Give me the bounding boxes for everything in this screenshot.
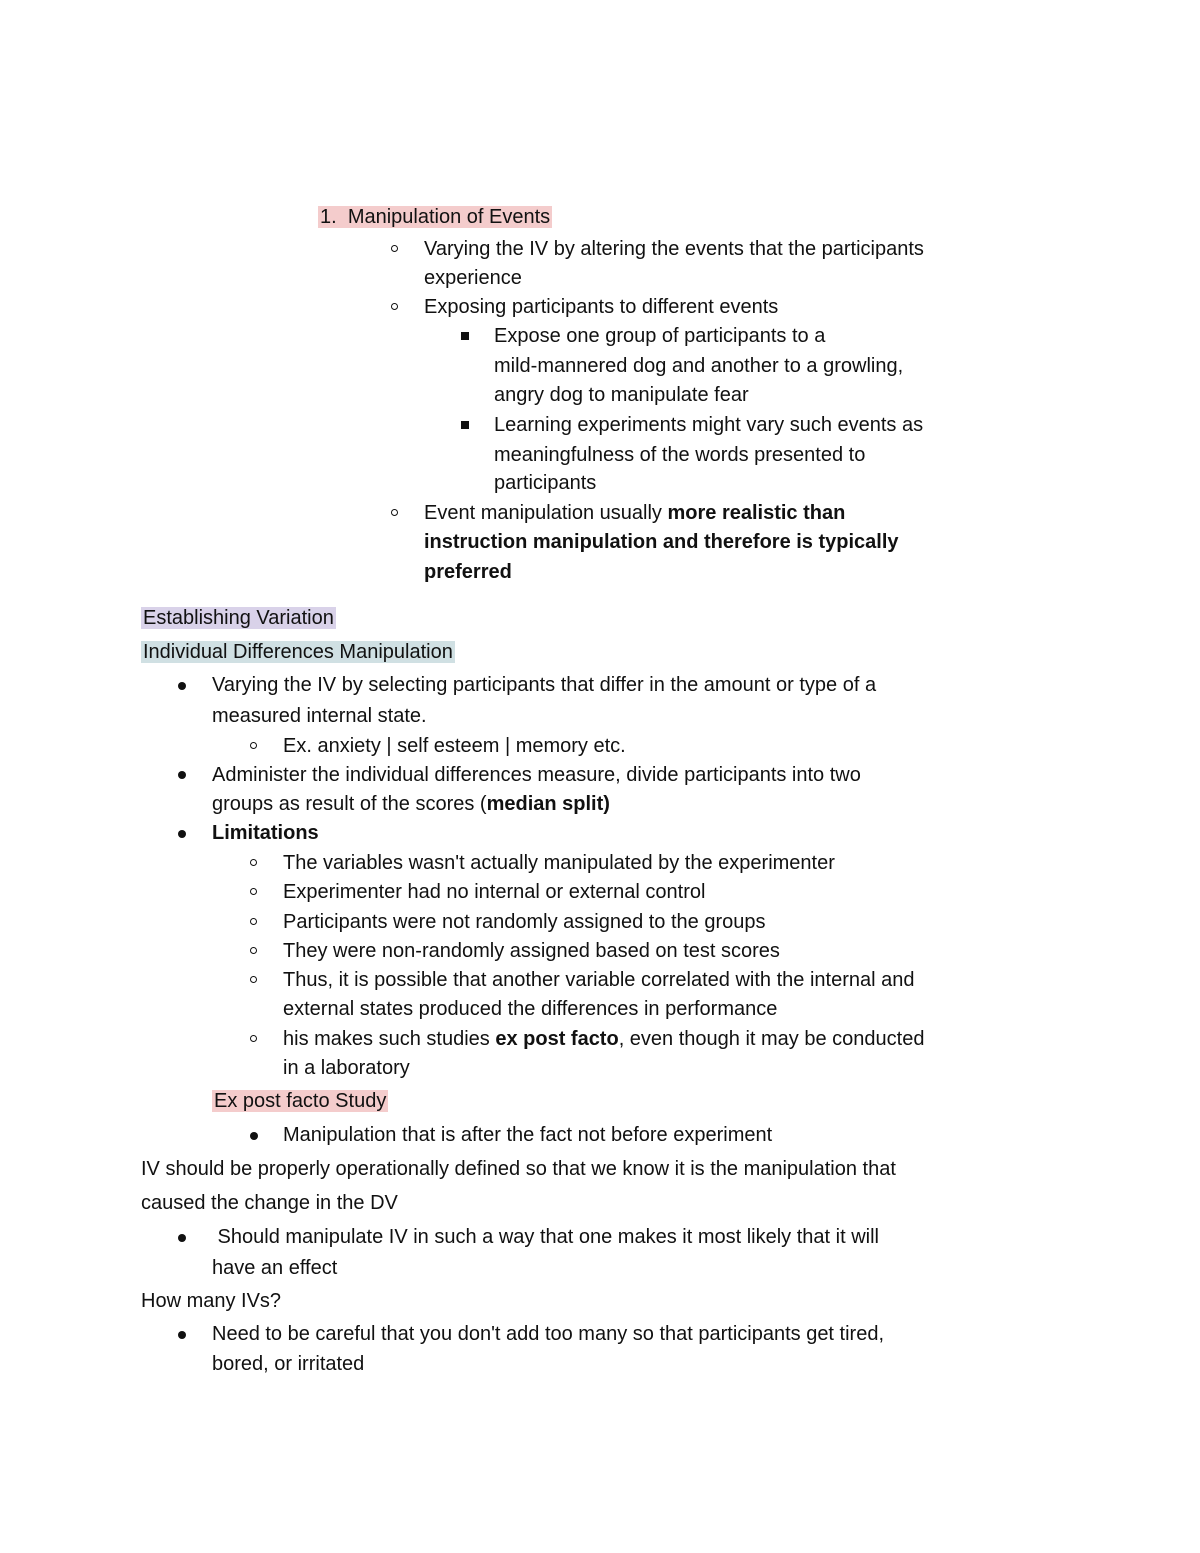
list-item: have an effect	[212, 1257, 338, 1279]
list-item: The variables wasn't actually manipulated by the experimenter	[283, 852, 835, 874]
numbered-heading	[318, 202, 552, 232]
list-item: Varying the IV by altering the events that the participants	[424, 238, 924, 260]
list-item: Participants were not randomly assigned to the groups	[283, 911, 766, 933]
list-number: 1.	[320, 206, 337, 228]
circle-bullet-icon	[250, 947, 257, 954]
circle-bullet-icon	[250, 742, 257, 749]
heading-text: Ex post facto Study	[214, 1090, 387, 1112]
bold-text: more realistic than	[667, 502, 846, 524]
list-item: Administer the individual differences measure, divide participants into two	[212, 764, 861, 786]
list-item: They were non-randomly assigned based on test scores	[283, 940, 780, 962]
list-item: meaningfulness of the words presented to	[494, 444, 866, 466]
bold-text: ex post facto	[495, 1028, 619, 1050]
circle-bullet-icon	[391, 509, 398, 516]
plain-text: groups as result of the scores (	[212, 793, 487, 815]
circle-bullet-icon	[391, 303, 398, 310]
bold-text: median split)	[486, 793, 610, 815]
disc-bullet-icon	[250, 1132, 258, 1140]
list-item: participants	[494, 472, 597, 494]
list-item-limitations: Limitations	[212, 822, 319, 844]
list-item: Thus, it is possible that another variable correlated with the internal and	[283, 969, 915, 991]
list-item	[283, 1024, 924, 1054]
disc-bullet-icon	[178, 830, 186, 838]
disc-bullet-icon	[178, 1331, 186, 1339]
circle-bullet-icon	[250, 1035, 257, 1042]
list-item	[212, 789, 610, 819]
heading-individual-differences	[141, 637, 455, 667]
paragraph: IV should be properly operationally defined so that we know it is the manipulation that	[141, 1158, 896, 1180]
plain-text: , even though it may be conducted	[618, 1028, 925, 1050]
circle-bullet-icon	[250, 888, 257, 895]
list-item	[424, 498, 845, 528]
list-item: Varying the IV by selecting participants that differ in the amount or type of a	[212, 674, 877, 696]
list-item: Experimenter had no internal or external control	[283, 881, 706, 903]
list-item: Need to be careful that you don't add too many so that participants get tired,	[212, 1323, 885, 1345]
list-item: Manipulation that is after the fact not before experiment	[283, 1124, 773, 1146]
plain-text: Event manipulation usually	[424, 502, 668, 524]
list-item: Learning experiments might vary such events as	[494, 414, 924, 436]
circle-bullet-icon	[250, 976, 257, 983]
square-bullet-icon	[461, 421, 469, 429]
heading-ex-post-facto	[212, 1086, 388, 1116]
list-item: Exposing participants to different events	[424, 296, 779, 318]
heading-establishing-variation	[141, 603, 336, 633]
list-item: Should manipulate IV in such a way that one makes it most likely that it will	[212, 1226, 879, 1248]
heading-text: Individual Differences Manipulation	[143, 641, 453, 663]
list-item: in a laboratory	[283, 1057, 410, 1079]
list-item: instruction manipulation and therefore is typically	[424, 531, 899, 553]
plain-text: his makes such studies	[283, 1028, 496, 1050]
list-item: external states produced the differences in performance	[283, 998, 778, 1020]
disc-bullet-icon	[178, 682, 186, 690]
paragraph-heading: How many IVs?	[141, 1290, 282, 1312]
list-item: Expose one group of participants to a	[494, 325, 826, 347]
section-title: Manipulation of Events	[347, 206, 551, 228]
list-item: mild-mannered dog and another to a growling,	[494, 355, 904, 377]
disc-bullet-icon	[178, 1234, 186, 1242]
list-item: preferred	[424, 561, 512, 583]
list-item: experience	[424, 267, 522, 289]
list-item: angry dog to manipulate fear	[494, 384, 749, 406]
circle-bullet-icon	[391, 245, 398, 252]
heading-text: Establishing Variation	[143, 607, 334, 629]
paragraph: caused the change in the DV	[141, 1192, 398, 1214]
circle-bullet-icon	[250, 918, 257, 925]
circle-bullet-icon	[250, 859, 257, 866]
square-bullet-icon	[461, 332, 469, 340]
list-item: Ex. anxiety | self esteem | memory etc.	[283, 735, 626, 757]
list-item: bored, or irritated	[212, 1353, 365, 1375]
list-item: measured internal state.	[212, 705, 427, 727]
disc-bullet-icon	[178, 771, 186, 779]
